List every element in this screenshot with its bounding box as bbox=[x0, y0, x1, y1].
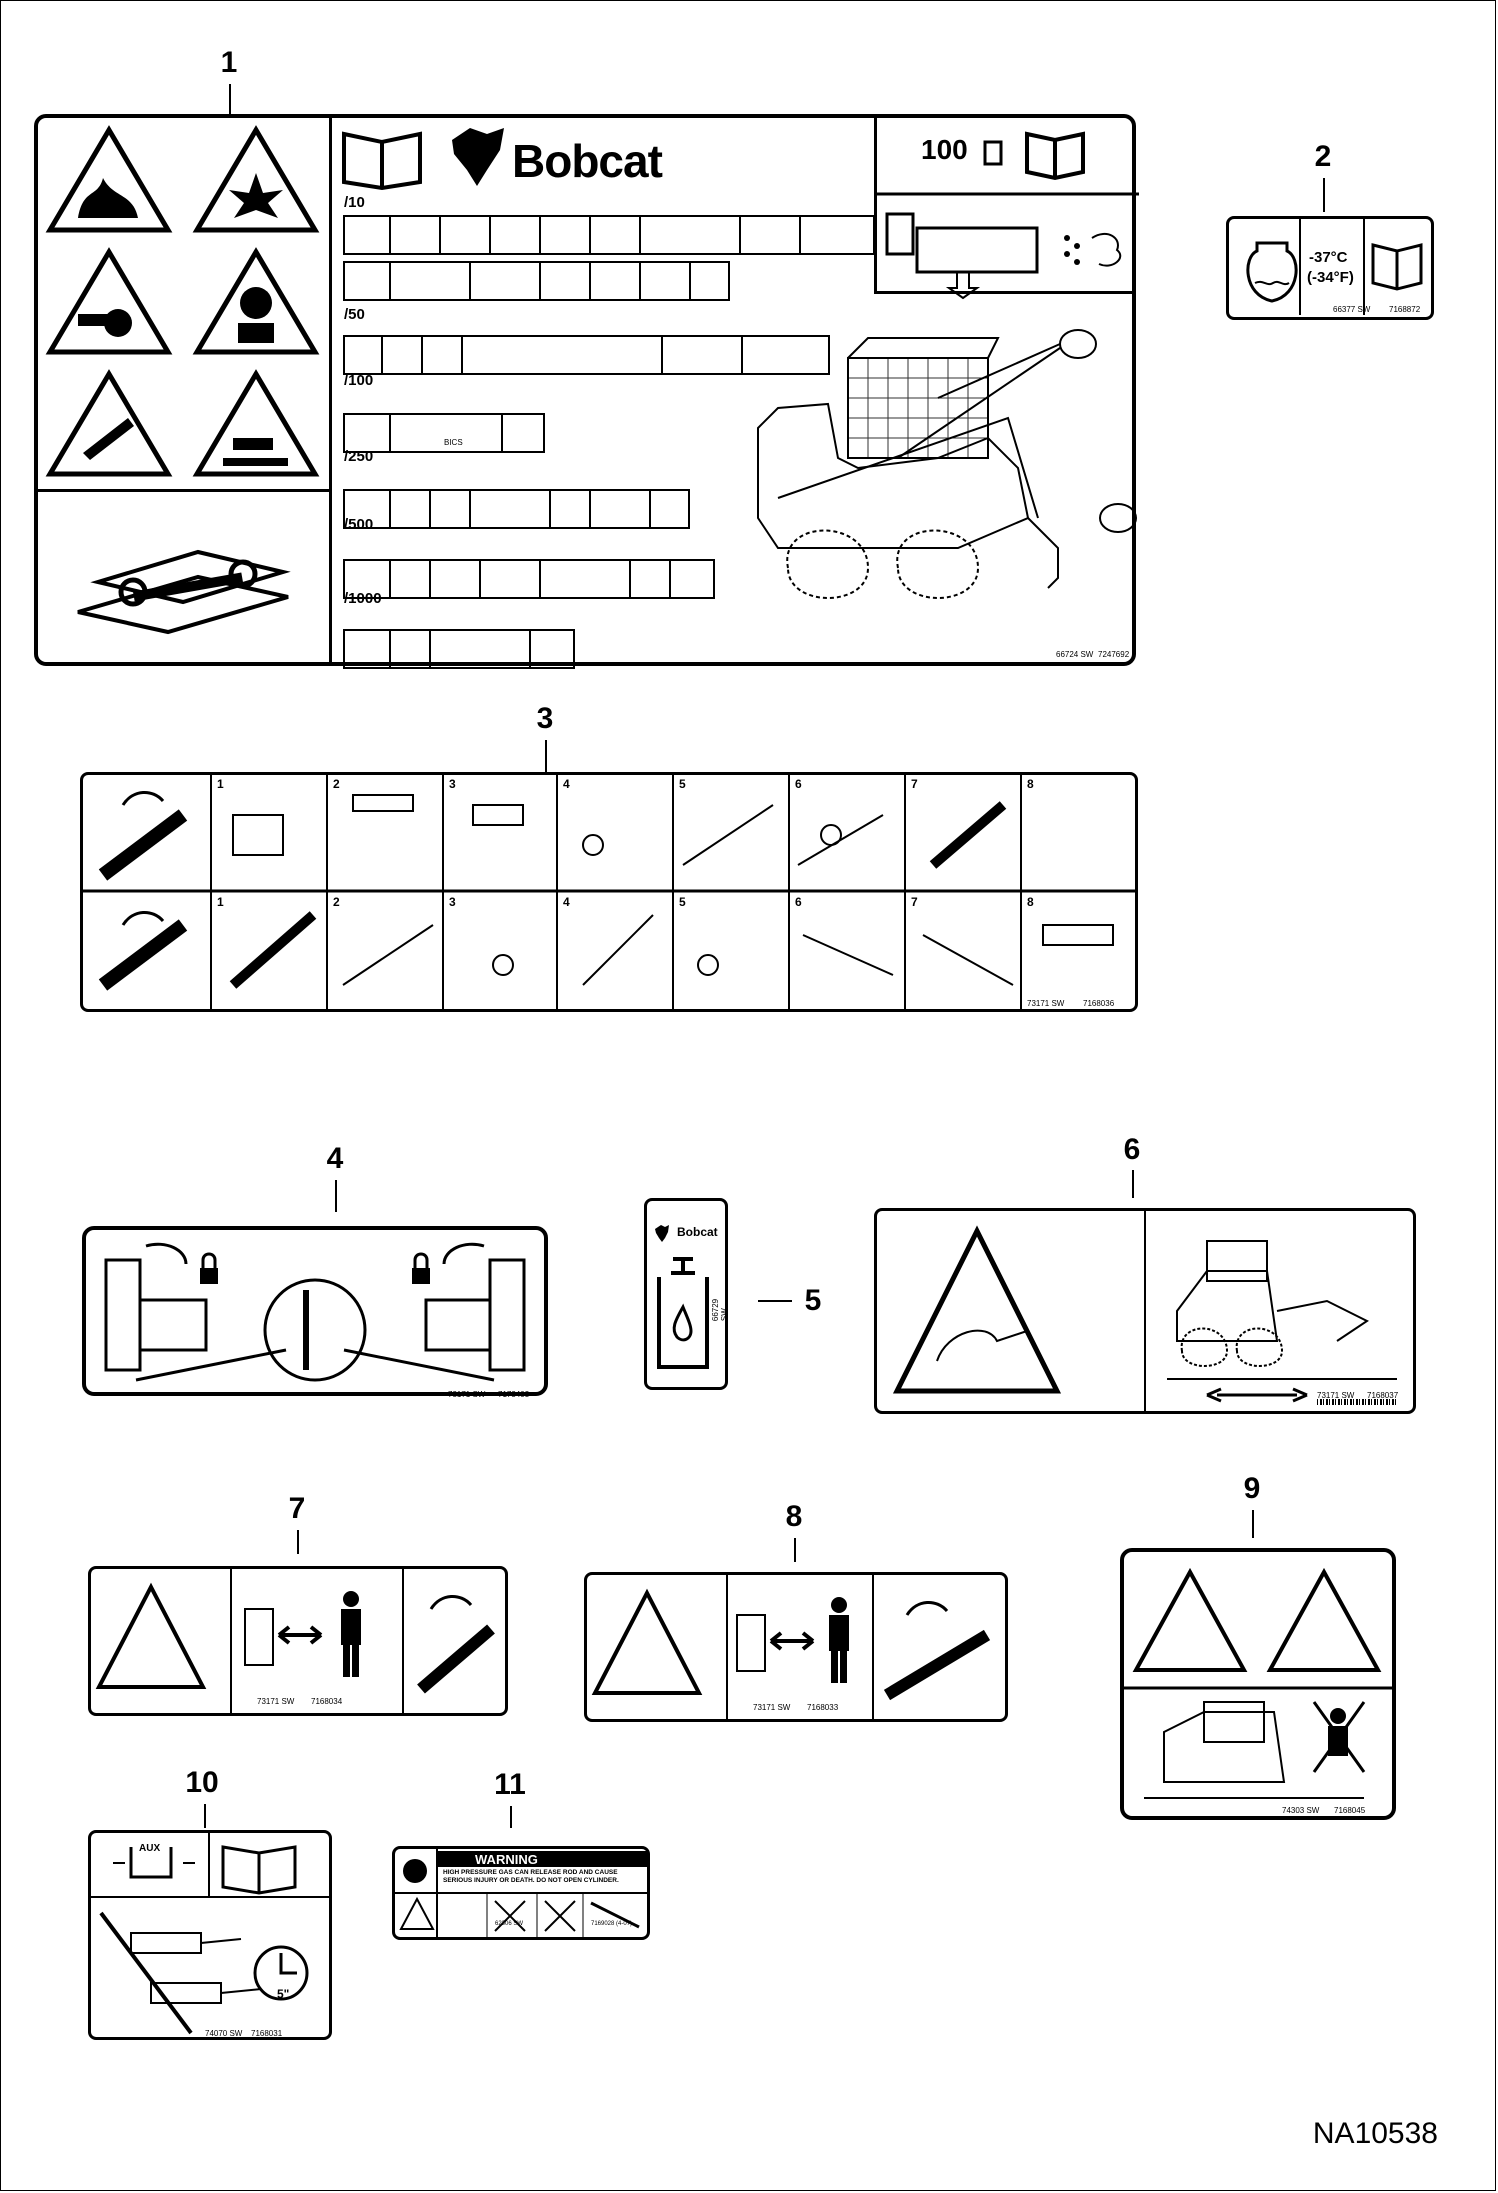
callout-11: 11 bbox=[494, 1768, 526, 1801]
rollover-warning-drawing bbox=[877, 1211, 1413, 1411]
part-number-sw: 73171 SW bbox=[753, 1703, 791, 1712]
callout-9: 9 bbox=[1243, 1472, 1261, 1505]
air-filter-icons bbox=[877, 118, 1139, 294]
part-number-sw: 73171 SW bbox=[257, 1697, 295, 1706]
bobcat-header bbox=[334, 124, 894, 194]
decal-10-auxiliary-hydraulics bbox=[88, 1830, 332, 2040]
part-number: 7168034 bbox=[311, 1697, 343, 1706]
entanglement-icon bbox=[104, 309, 132, 337]
interval-1000: /1000 bbox=[344, 590, 382, 607]
part-number-sw: 74070 SW bbox=[205, 2029, 243, 2038]
temperature-celsius: -37°C bbox=[1309, 249, 1348, 266]
part-number: 7173403 bbox=[498, 1390, 530, 1399]
part-number: 7168033 bbox=[807, 1703, 839, 1712]
part-number: 7168036 bbox=[1083, 999, 1115, 1008]
auxiliary-hydraulics-drawing bbox=[91, 1833, 329, 2037]
part-number: 7168031 bbox=[251, 2029, 283, 2038]
step-top-3: 3 bbox=[449, 777, 456, 791]
burn-icon bbox=[223, 438, 288, 466]
decal-7-keep-clear bbox=[88, 1566, 508, 1716]
decal-2-temperature bbox=[1226, 216, 1434, 320]
decal-3-grid bbox=[83, 775, 1135, 1009]
decal-8-keep-clear bbox=[584, 1572, 1008, 1722]
part-number-sw: 73171 SW bbox=[1027, 999, 1065, 1008]
leader-line bbox=[758, 1300, 792, 1302]
part-number-sw: 66729 SW bbox=[711, 1298, 730, 1322]
interval-250: /250 bbox=[344, 448, 374, 465]
signal-word: WARNING bbox=[475, 1852, 538, 1867]
step-bottom-5: 5 bbox=[679, 895, 686, 909]
brand-name: Bobcat bbox=[677, 1225, 718, 1239]
aux-label: AUX bbox=[139, 1843, 161, 1854]
part-number: 7168872 bbox=[1389, 305, 1421, 314]
hazard-triangles-panel bbox=[38, 118, 332, 492]
callout-8: 8 bbox=[785, 1500, 803, 1533]
person-icon bbox=[341, 1591, 361, 1677]
bics-label: BICS bbox=[444, 438, 463, 447]
leader-line bbox=[1252, 1510, 1254, 1538]
seat-bar-lock-drawing bbox=[86, 1230, 544, 1392]
part-number-sw: 74303 SW bbox=[1282, 1806, 1320, 1815]
step-bottom-7: 7 bbox=[911, 895, 918, 909]
step-bottom-3: 3 bbox=[449, 895, 456, 909]
step-top-1: 1 bbox=[217, 777, 224, 791]
leader-line bbox=[1323, 178, 1325, 212]
interval-500: /500 bbox=[344, 516, 374, 533]
step-bottom-2: 2 bbox=[333, 895, 340, 909]
wait-time-label: 5" bbox=[277, 1987, 290, 2001]
interval-50: /50 bbox=[344, 306, 365, 323]
part-number-sw: 73171 SW bbox=[448, 1390, 486, 1399]
poison-icon bbox=[240, 287, 272, 319]
decal-3-lift-arm-support bbox=[80, 772, 1138, 1012]
keep-clear-drawing bbox=[91, 1569, 505, 1713]
step-top-7: 7 bbox=[911, 777, 918, 791]
part-number-sw: 66377 SW bbox=[1333, 305, 1371, 314]
callout-2: 2 bbox=[1314, 140, 1332, 173]
explosion-icon bbox=[229, 173, 283, 218]
leader-line bbox=[794, 1538, 796, 1562]
callout-10: 10 bbox=[185, 1766, 219, 1799]
leader-line bbox=[335, 1180, 337, 1212]
decal-1-service-schedule bbox=[34, 114, 1136, 666]
part-number-sw: 73171 SW bbox=[1317, 1391, 1355, 1400]
decal-11-warning-gas-cylinder bbox=[392, 1846, 650, 1940]
divider bbox=[1299, 219, 1301, 315]
injection-icon bbox=[83, 418, 134, 460]
leader-line bbox=[229, 84, 231, 114]
bobcat-logo-icon bbox=[442, 120, 512, 190]
interval-100: /100 bbox=[344, 372, 374, 389]
leader-line bbox=[204, 1804, 206, 1828]
drawing-reference: NA10538 bbox=[1312, 2117, 1438, 2150]
skid-steer-loader-drawing bbox=[718, 318, 1138, 618]
air-filter-panel bbox=[874, 118, 1136, 294]
decal-6-rollover-warning bbox=[874, 1208, 1416, 1414]
part-number: 7169028 (4-07) bbox=[591, 1921, 633, 1927]
callout-6: 6 bbox=[1123, 1133, 1141, 1166]
step-bottom-6: 6 bbox=[795, 895, 802, 909]
engine-coolant-icon bbox=[1237, 225, 1307, 315]
step-bottom-1: 1 bbox=[217, 895, 224, 909]
person-icon bbox=[829, 1597, 849, 1683]
decal-9-no-riders bbox=[1120, 1548, 1396, 1820]
decal-5-hydraulic-fluid bbox=[644, 1198, 728, 1390]
step-top-2: 2 bbox=[333, 777, 340, 791]
callout-3: 3 bbox=[536, 702, 554, 735]
part-number: 7247692 bbox=[1098, 650, 1130, 659]
head-impact-icon bbox=[403, 1859, 427, 1883]
part-number-sw: 62306 SW bbox=[495, 1921, 524, 1927]
decal-4-seat-bar-lock bbox=[82, 1226, 548, 1399]
service-manual-icon bbox=[38, 492, 332, 666]
book-icon bbox=[334, 124, 434, 184]
manual-wrench-panel bbox=[38, 492, 332, 666]
part-number-sw: 66724 SW bbox=[1056, 650, 1094, 659]
divider bbox=[1363, 219, 1365, 315]
interval-hours: 100 bbox=[921, 134, 968, 165]
hazard-triangles bbox=[38, 118, 332, 492]
book-icon bbox=[1369, 239, 1429, 299]
brand-name: Bobcat bbox=[512, 135, 662, 187]
step-top-4: 4 bbox=[563, 777, 570, 791]
step-bottom-8: 8 bbox=[1027, 895, 1034, 909]
leader-line bbox=[510, 1806, 512, 1828]
lock-icon bbox=[200, 1268, 430, 1284]
leader-line bbox=[545, 740, 547, 774]
step-top-8: 8 bbox=[1027, 777, 1034, 791]
leader-line bbox=[1132, 1170, 1134, 1198]
callout-5: 5 bbox=[804, 1284, 822, 1317]
part-number: 7168045 bbox=[1334, 1806, 1366, 1815]
step-bottom-4: 4 bbox=[563, 895, 570, 909]
step-top-6: 6 bbox=[795, 777, 802, 791]
temperature-fahrenheit: (-34°F) bbox=[1307, 269, 1354, 286]
part-number: 7168037 bbox=[1367, 1391, 1399, 1400]
callout-1: 1 bbox=[220, 46, 238, 79]
leader-line bbox=[297, 1530, 299, 1554]
step-top-5: 5 bbox=[679, 777, 686, 791]
bobcat-logo-icon bbox=[653, 1223, 677, 1243]
no-riders-drawing bbox=[1124, 1552, 1392, 1816]
flame-icon bbox=[78, 178, 138, 218]
keep-clear-drawing bbox=[587, 1575, 1005, 1719]
callout-7: 7 bbox=[288, 1492, 306, 1525]
callout-4: 4 bbox=[326, 1142, 344, 1175]
warning-message: HIGH PRESSURE GAS CAN RELEASE ROD AND CAUSE SERIOUS INJURY OR DEATH. DO NOT OPEN CYLINDER. bbox=[443, 1869, 619, 1884]
interval-10: /10 bbox=[344, 194, 365, 211]
